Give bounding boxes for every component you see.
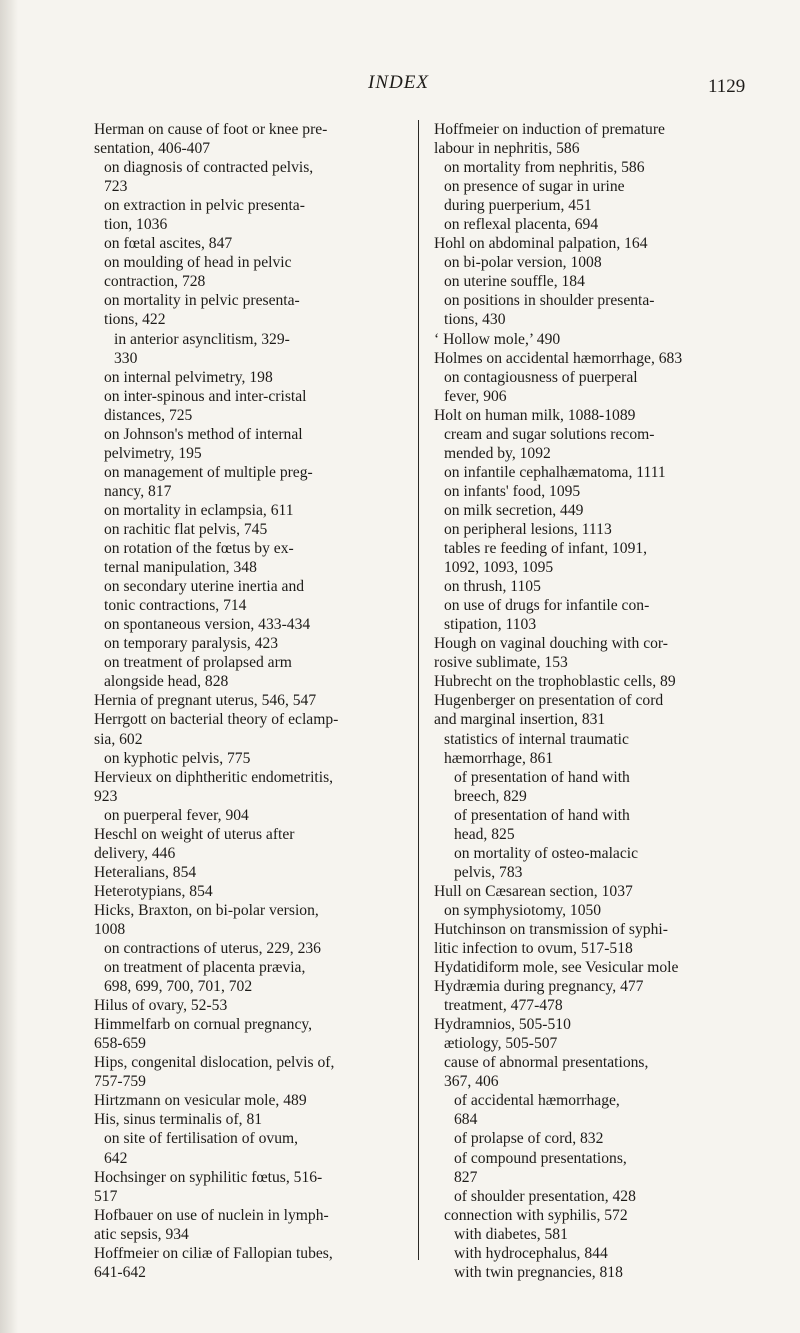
index-entry-line: 757-759 <box>94 1073 146 1091</box>
index-subentry <box>94 539 406 577</box>
index-entry-line: 1008 <box>94 920 126 938</box>
index-entry-line: breech, 829 <box>454 787 527 805</box>
index-entry-line: on mortality of osteo-malacic <box>454 844 639 862</box>
index-entry-line: Hydræmia during pregnancy, 477 <box>434 978 644 996</box>
index-entry-line: of presentation of hand with <box>454 768 630 786</box>
index-entry-line: Hochsinger on syphilitic fœtus, 516- <box>94 1168 323 1186</box>
index-entry-line: 698, 699, 700, 701, 702 <box>104 978 253 996</box>
index-entry-line: on rotation of the fœtus by ex- <box>104 540 294 558</box>
index-entry-line: on mortality in eclampsia, 611 <box>104 501 294 519</box>
index-subentry <box>94 939 406 958</box>
index-subentry <box>434 1244 744 1263</box>
index-entry <box>94 1244 406 1282</box>
index-entry-line: 1092, 1093, 1095 <box>444 559 554 577</box>
index-entry-line: His, sinus terminalis of, 81 <box>94 1111 263 1129</box>
index-entry-line: pelvimetry, 195 <box>104 444 202 462</box>
index-entry-line: on infantile cephalhæmatoma, 1111 <box>444 463 666 481</box>
index-entry-line: Hips, congenital dislocation, pelvis of, <box>94 1054 335 1072</box>
index-entry <box>434 882 744 901</box>
index-entry <box>434 920 744 958</box>
index-subentry <box>434 501 744 520</box>
index-entry-line: on reflexal placenta, 694 <box>444 216 599 234</box>
index-subentry <box>94 806 406 825</box>
index-subentry <box>434 1091 744 1129</box>
index-subentry <box>94 234 406 253</box>
index-entry <box>434 406 744 425</box>
index-entry-line: Hirtzmann on vesicular mole, 489 <box>94 1092 307 1110</box>
index-entry-line: 367, 406 <box>444 1073 499 1091</box>
index-entry-line: 658-659 <box>94 1035 146 1053</box>
index-entry-line: on moulding of head in pelvic <box>104 254 292 272</box>
index-entry-line: Hicks, Braxton, on bi-polar version, <box>94 901 319 919</box>
index-entry-line: Heteralians, 854 <box>94 863 197 881</box>
index-entry-line: in anterior asynclitism, 329- <box>114 330 290 348</box>
index-entry-line: Himmelfarb on cornual pregnancy, <box>94 1016 313 1034</box>
index-entry-line: on management of multiple preg- <box>104 463 313 481</box>
index-entry-line: on contractions of uterus, 229, 236 <box>104 940 321 958</box>
index-entry-line: on rachitic flat pelvis, 745 <box>104 520 268 538</box>
index-entry-line: Hervieux on diphtheritic endometritis, <box>94 768 334 786</box>
index-entry-line: 827 <box>454 1168 478 1186</box>
index-entry-line: on contagiousness of puerperal <box>444 368 638 386</box>
index-entry-line: on mortality in pelvic presenta- <box>104 292 300 310</box>
index-entry-line: contraction, 728 <box>104 273 206 291</box>
index-entry-line: 330 <box>114 349 138 367</box>
index-entry-line: Holt on human milk, 1088-1089 <box>434 406 636 424</box>
index-entry-line: hæmorrhage, 861 <box>444 749 554 767</box>
index-entry-line: Hough on vaginal douching with cor- <box>434 635 668 653</box>
index-subentry <box>94 387 406 425</box>
index-subentry <box>94 425 406 463</box>
index-entry-line: on internal pelvimetry, 198 <box>104 368 273 386</box>
index-entry-line: Hydramnios, 505-510 <box>434 1016 571 1034</box>
index-entry <box>434 120 744 158</box>
index-subentry <box>434 482 744 501</box>
index-column-left <box>94 120 406 1282</box>
index-entry-line: Hubrecht on the trophoblastic cells, 89 <box>434 673 676 691</box>
index-entry-line: Hohl on abdominal palpation, 164 <box>434 235 648 253</box>
index-entry-line: tions, 430 <box>444 311 506 329</box>
index-subentry <box>434 596 744 634</box>
index-subentry <box>94 653 406 691</box>
index-entry-line: Hofbauer on use of nuclein in lymph- <box>94 1206 329 1224</box>
index-entry-line: pelvis, 783 <box>454 863 523 881</box>
index-entry-line: sia, 602 <box>94 730 143 748</box>
index-subentry <box>434 577 744 596</box>
index-subentry <box>434 901 744 920</box>
index-subentry <box>434 272 744 291</box>
index-entry-line: on treatment of placenta prævia, <box>104 959 306 977</box>
index-entry-line: ætiology, 505-507 <box>444 1035 558 1053</box>
index-subentry <box>434 368 744 406</box>
index-subentry <box>94 634 406 653</box>
index-subentry <box>434 520 744 539</box>
index-entry-line: connection with syphilis, 572 <box>444 1206 628 1224</box>
index-entry-line: Heterotypians, 854 <box>94 882 213 900</box>
index-entry-line: on thrush, 1105 <box>444 578 541 596</box>
index-entry-line: tables re feeding of infant, 1091, <box>444 540 648 558</box>
index-entry-line: on milk secretion, 449 <box>444 501 584 519</box>
index-entry-line: on temporary paralysis, 423 <box>104 635 279 653</box>
index-entry-line: on peripheral lesions, 1113 <box>444 520 612 538</box>
index-entry-line: on fœtal ascites, 847 <box>104 235 233 253</box>
index-entry-line: of accidental hæmorrhage, <box>454 1092 620 1110</box>
index-subentry <box>94 291 406 329</box>
index-entry-line: of presentation of hand with <box>454 806 630 824</box>
index-subentry <box>434 768 744 806</box>
index-subentry <box>434 158 744 177</box>
index-entry <box>434 349 744 368</box>
index-entry <box>94 120 406 158</box>
index-entry-line: ternal manipulation, 348 <box>104 559 257 577</box>
index-entry-line: on bi-polar version, 1008 <box>444 254 602 272</box>
index-entry-line: Hull on Cæsarean section, 1037 <box>434 882 633 900</box>
index-entry <box>94 1091 406 1110</box>
index-column-right <box>434 120 744 1282</box>
page-number: 1129 <box>708 76 746 97</box>
index-entry-line: on treatment of prolapsed arm <box>104 654 292 672</box>
index-subentry <box>434 996 744 1015</box>
index-subentry <box>94 958 406 996</box>
index-subentry <box>434 539 744 577</box>
index-entry-line: 684 <box>454 1111 478 1129</box>
index-entry-line: Hilus of ovary, 52-53 <box>94 997 228 1015</box>
index-entry-line: on secondary uterine inertia and <box>104 578 305 596</box>
index-entry-line: labour in nephritis, 586 <box>434 140 580 158</box>
index-entry-line: on diagnosis of contracted pelvis, <box>104 159 314 177</box>
index-entry-line: rosive sublimate, 153 <box>434 654 568 672</box>
index-entry <box>434 234 744 253</box>
index-subentry <box>434 1034 744 1053</box>
index-entry-line: on mortality from nephritis, 586 <box>444 159 645 177</box>
index-subentry <box>94 158 406 196</box>
index-entry-line: delivery, 446 <box>94 844 176 862</box>
index-entry-line: litic infection to ovum, 517-518 <box>434 940 633 958</box>
index-entry-line: Hydatidiform mole, see Vesicular mole <box>434 959 679 977</box>
index-subentry <box>434 1149 744 1187</box>
index-entry-line: with diabetes, 581 <box>454 1225 568 1243</box>
index-entry <box>434 672 744 691</box>
index-entry-line: and marginal insertion, 831 <box>434 711 606 729</box>
index-entry-line: of compound presentations, <box>454 1149 627 1167</box>
index-entry-line: on use of drugs for infantile con- <box>444 597 650 615</box>
index-entry-line: of prolapse of cord, 832 <box>454 1130 604 1148</box>
index-entry-line: alongside head, 828 <box>104 673 229 691</box>
column-divider <box>418 120 419 1260</box>
index-entry <box>94 1053 406 1091</box>
index-entry-line: cream and sugar solutions recom- <box>444 425 655 443</box>
index-subentry <box>434 806 744 844</box>
index-entry-line: atic sepsis, 934 <box>94 1225 189 1243</box>
index-entry-line: tonic contractions, 714 <box>104 597 247 615</box>
index-subentry <box>94 1129 406 1167</box>
index-entry-line: Herrgott on bacterial theory of eclamp- <box>94 711 339 729</box>
index-entry <box>94 691 406 710</box>
index-entry <box>94 901 406 939</box>
index-subentry <box>94 501 406 520</box>
index-entry <box>94 996 406 1015</box>
index-entry <box>94 1206 406 1244</box>
index-subentry <box>94 615 406 634</box>
index-entry-line: on uterine souffle, 184 <box>444 273 585 291</box>
index-entry-line: Hernia of pregnant uterus, 546, 547 <box>94 692 317 710</box>
index-entry-line: nancy, 817 <box>104 482 172 500</box>
index-subentry <box>94 253 406 291</box>
index-entry <box>94 1015 406 1053</box>
index-entry-line: on infants' food, 1095 <box>444 482 581 500</box>
index-subentry <box>434 463 744 482</box>
index-entry-line: Heschl on weight of uterus after <box>94 825 295 843</box>
running-head: INDEX <box>368 72 429 93</box>
index-subentry <box>434 253 744 272</box>
index-entry <box>434 691 744 729</box>
index-entry <box>94 863 406 882</box>
index-entry-line: 641-642 <box>94 1263 146 1281</box>
index-entry-line: with hydrocephalus, 844 <box>454 1244 608 1262</box>
index-entry <box>434 330 744 349</box>
index-entry <box>434 977 744 996</box>
index-subentry <box>94 196 406 234</box>
index-entry-line: treatment, 477-478 <box>444 997 563 1015</box>
index-subentry <box>434 291 744 329</box>
page-spine-shadow <box>0 0 18 1333</box>
index-entry <box>94 710 406 748</box>
index-subentry <box>94 520 406 539</box>
index-entry-line: 642 <box>104 1149 128 1167</box>
index-entry-line: on kyphotic pelvis, 775 <box>104 749 251 767</box>
index-subentry <box>434 1263 744 1282</box>
index-entry <box>94 882 406 901</box>
index-entry-line: on spontaneous version, 433-434 <box>104 616 311 634</box>
index-entry-line: Hugenberger on presentation of cord <box>434 692 664 710</box>
index-subentry <box>434 215 744 234</box>
index-entry-line: head, 825 <box>454 825 515 843</box>
index-entry-line: on presence of sugar in urine <box>444 178 625 196</box>
index-subentry <box>434 177 744 215</box>
index-entry-line: mended by, 1092 <box>444 444 551 462</box>
index-entry <box>94 768 406 806</box>
index-subentry <box>434 1206 744 1225</box>
index-subentry <box>434 1129 744 1148</box>
index-subentry <box>94 463 406 501</box>
index-entry <box>94 1110 406 1129</box>
page-header <box>0 72 800 102</box>
index-subentry <box>434 1187 744 1206</box>
index-entry <box>434 634 744 672</box>
index-entry-line: 923 <box>94 787 118 805</box>
index-subentry <box>94 330 406 368</box>
index-subentry <box>434 1053 744 1091</box>
index-entry <box>94 1168 406 1206</box>
index-entry-line: stipation, 1103 <box>444 616 537 634</box>
index-entry-line: tion, 1036 <box>104 216 168 234</box>
index-entry-line: on site of fertilisation of ovum, <box>104 1130 299 1148</box>
index-entry-line: on positions in shoulder presenta- <box>444 292 655 310</box>
index-entry-line: on symphysiotomy, 1050 <box>444 901 602 919</box>
index-entry-line: Holmes on accidental hæmorrhage, 683 <box>434 349 683 367</box>
index-subentry <box>434 730 744 768</box>
index-subentry <box>94 749 406 768</box>
index-subentry <box>434 844 744 882</box>
index-entry-line: on inter-spinous and inter-cristal <box>104 387 307 405</box>
index-entry-line: ‘ Hollow mole,’ 490 <box>434 330 561 348</box>
index-entry-line: with twin pregnancies, 818 <box>454 1263 623 1281</box>
index-entry-line: of shoulder presentation, 428 <box>454 1187 636 1205</box>
index-entry-line: during puerperium, 451 <box>444 197 592 215</box>
index-entry-line: on puerperal fever, 904 <box>104 806 249 824</box>
index-entry-line: on Johnson's method of internal <box>104 425 303 443</box>
index-entry-line: Herman on cause of foot or knee pre- <box>94 121 328 138</box>
index-entry-line: fever, 906 <box>444 387 507 405</box>
index-entry-line: statistics of internal traumatic <box>444 730 629 748</box>
index-entry <box>94 825 406 863</box>
index-entry-line: distances, 725 <box>104 406 193 424</box>
index-entry-line: sentation, 406-407 <box>94 140 211 158</box>
index-entry <box>434 958 744 977</box>
index-entry-line: on extraction in pelvic presenta- <box>104 197 305 215</box>
index-entry-line: Hoffmeier on induction of premature <box>434 121 665 138</box>
index-entry <box>434 1015 744 1034</box>
index-entry-line: 723 <box>104 178 128 196</box>
index-entry-line: Hutchinson on transmission of syphi- <box>434 920 668 938</box>
index-subentry <box>434 1225 744 1244</box>
index-subentry <box>94 368 406 387</box>
index-entry-line: cause of abnormal presentations, <box>444 1054 649 1072</box>
index-entry-line: 517 <box>94 1187 118 1205</box>
index-entry-line: tions, 422 <box>104 311 166 329</box>
index-entry-line: Hoffmeier on ciliæ of Fallopian tubes, <box>94 1244 333 1262</box>
index-subentry <box>94 577 406 615</box>
index-subentry <box>434 425 744 463</box>
